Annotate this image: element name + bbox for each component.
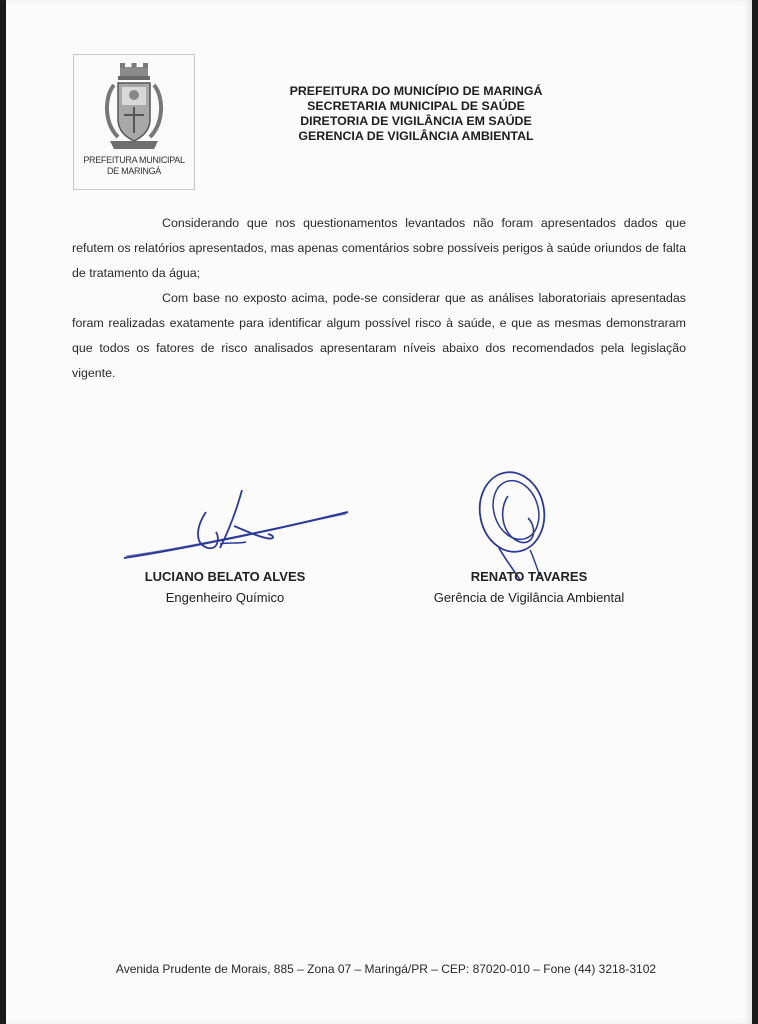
document-page: [6, 0, 752, 1024]
body-paragraph-2: Com base no exposto acima, pode-se considerar que as análises laboratoriais apresentadas foram realizadas exatamente para identificar algum possível risco à saúde, e que as mesmas demonstraram que todos os fatores de risco analisados apresentaram níveis abaixo dos recomendados pela legislação vigente.: [72, 291, 686, 380]
signature-block-luciano: [114, 569, 336, 611]
municipal-logo: [73, 54, 195, 190]
footer-address: Avenida Prudente de Morais, 885 – Zona 07 – Maringá/PR – CEP: 87020-010 – Fone (44) 3218-3102: [115, 962, 657, 976]
signer-role: Gerência de Vigilância Ambiental: [433, 590, 625, 605]
signature-block-renato: [406, 569, 652, 611]
document-body: [72, 211, 686, 386]
logo-caption: [74, 155, 194, 177]
body-paragraph-1: Considerando que nos questionamentos levantados não foram apresentados dados que refutem os relatórios apresentados, mas apenas comentários sobre possíveis perigos à saúde oriundos de falta de tratamento da água;: [72, 216, 686, 280]
header-secretariat: SECRETARIA MUNICIPAL DE SAÚDE: [307, 99, 525, 113]
document-header: [206, 84, 626, 144]
header-municipality: PREFEITURA DO MUNICÍPIO DE MARINGÁ: [289, 84, 543, 98]
logo-caption-line1: PREFEITURA MUNICIPAL: [83, 155, 185, 165]
logo-caption-line2: DE MARINGÁ: [106, 166, 161, 176]
signer-name: RENATO TAVARES: [470, 569, 588, 584]
header-management: GERENCIA DE VIGILÂNCIA AMBIENTAL: [298, 129, 534, 143]
signature-luciano: [116, 482, 356, 564]
header-directorate: DIRETORIA DE VIGILÂNCIA EM SAÚDE: [300, 114, 532, 128]
signer-name: LUCIANO BELATO ALVES: [144, 569, 306, 584]
signature-renato: [468, 466, 564, 584]
coat-of-arms-icon: [98, 63, 170, 155]
signer-role: Engenheiro Químico: [165, 590, 285, 605]
